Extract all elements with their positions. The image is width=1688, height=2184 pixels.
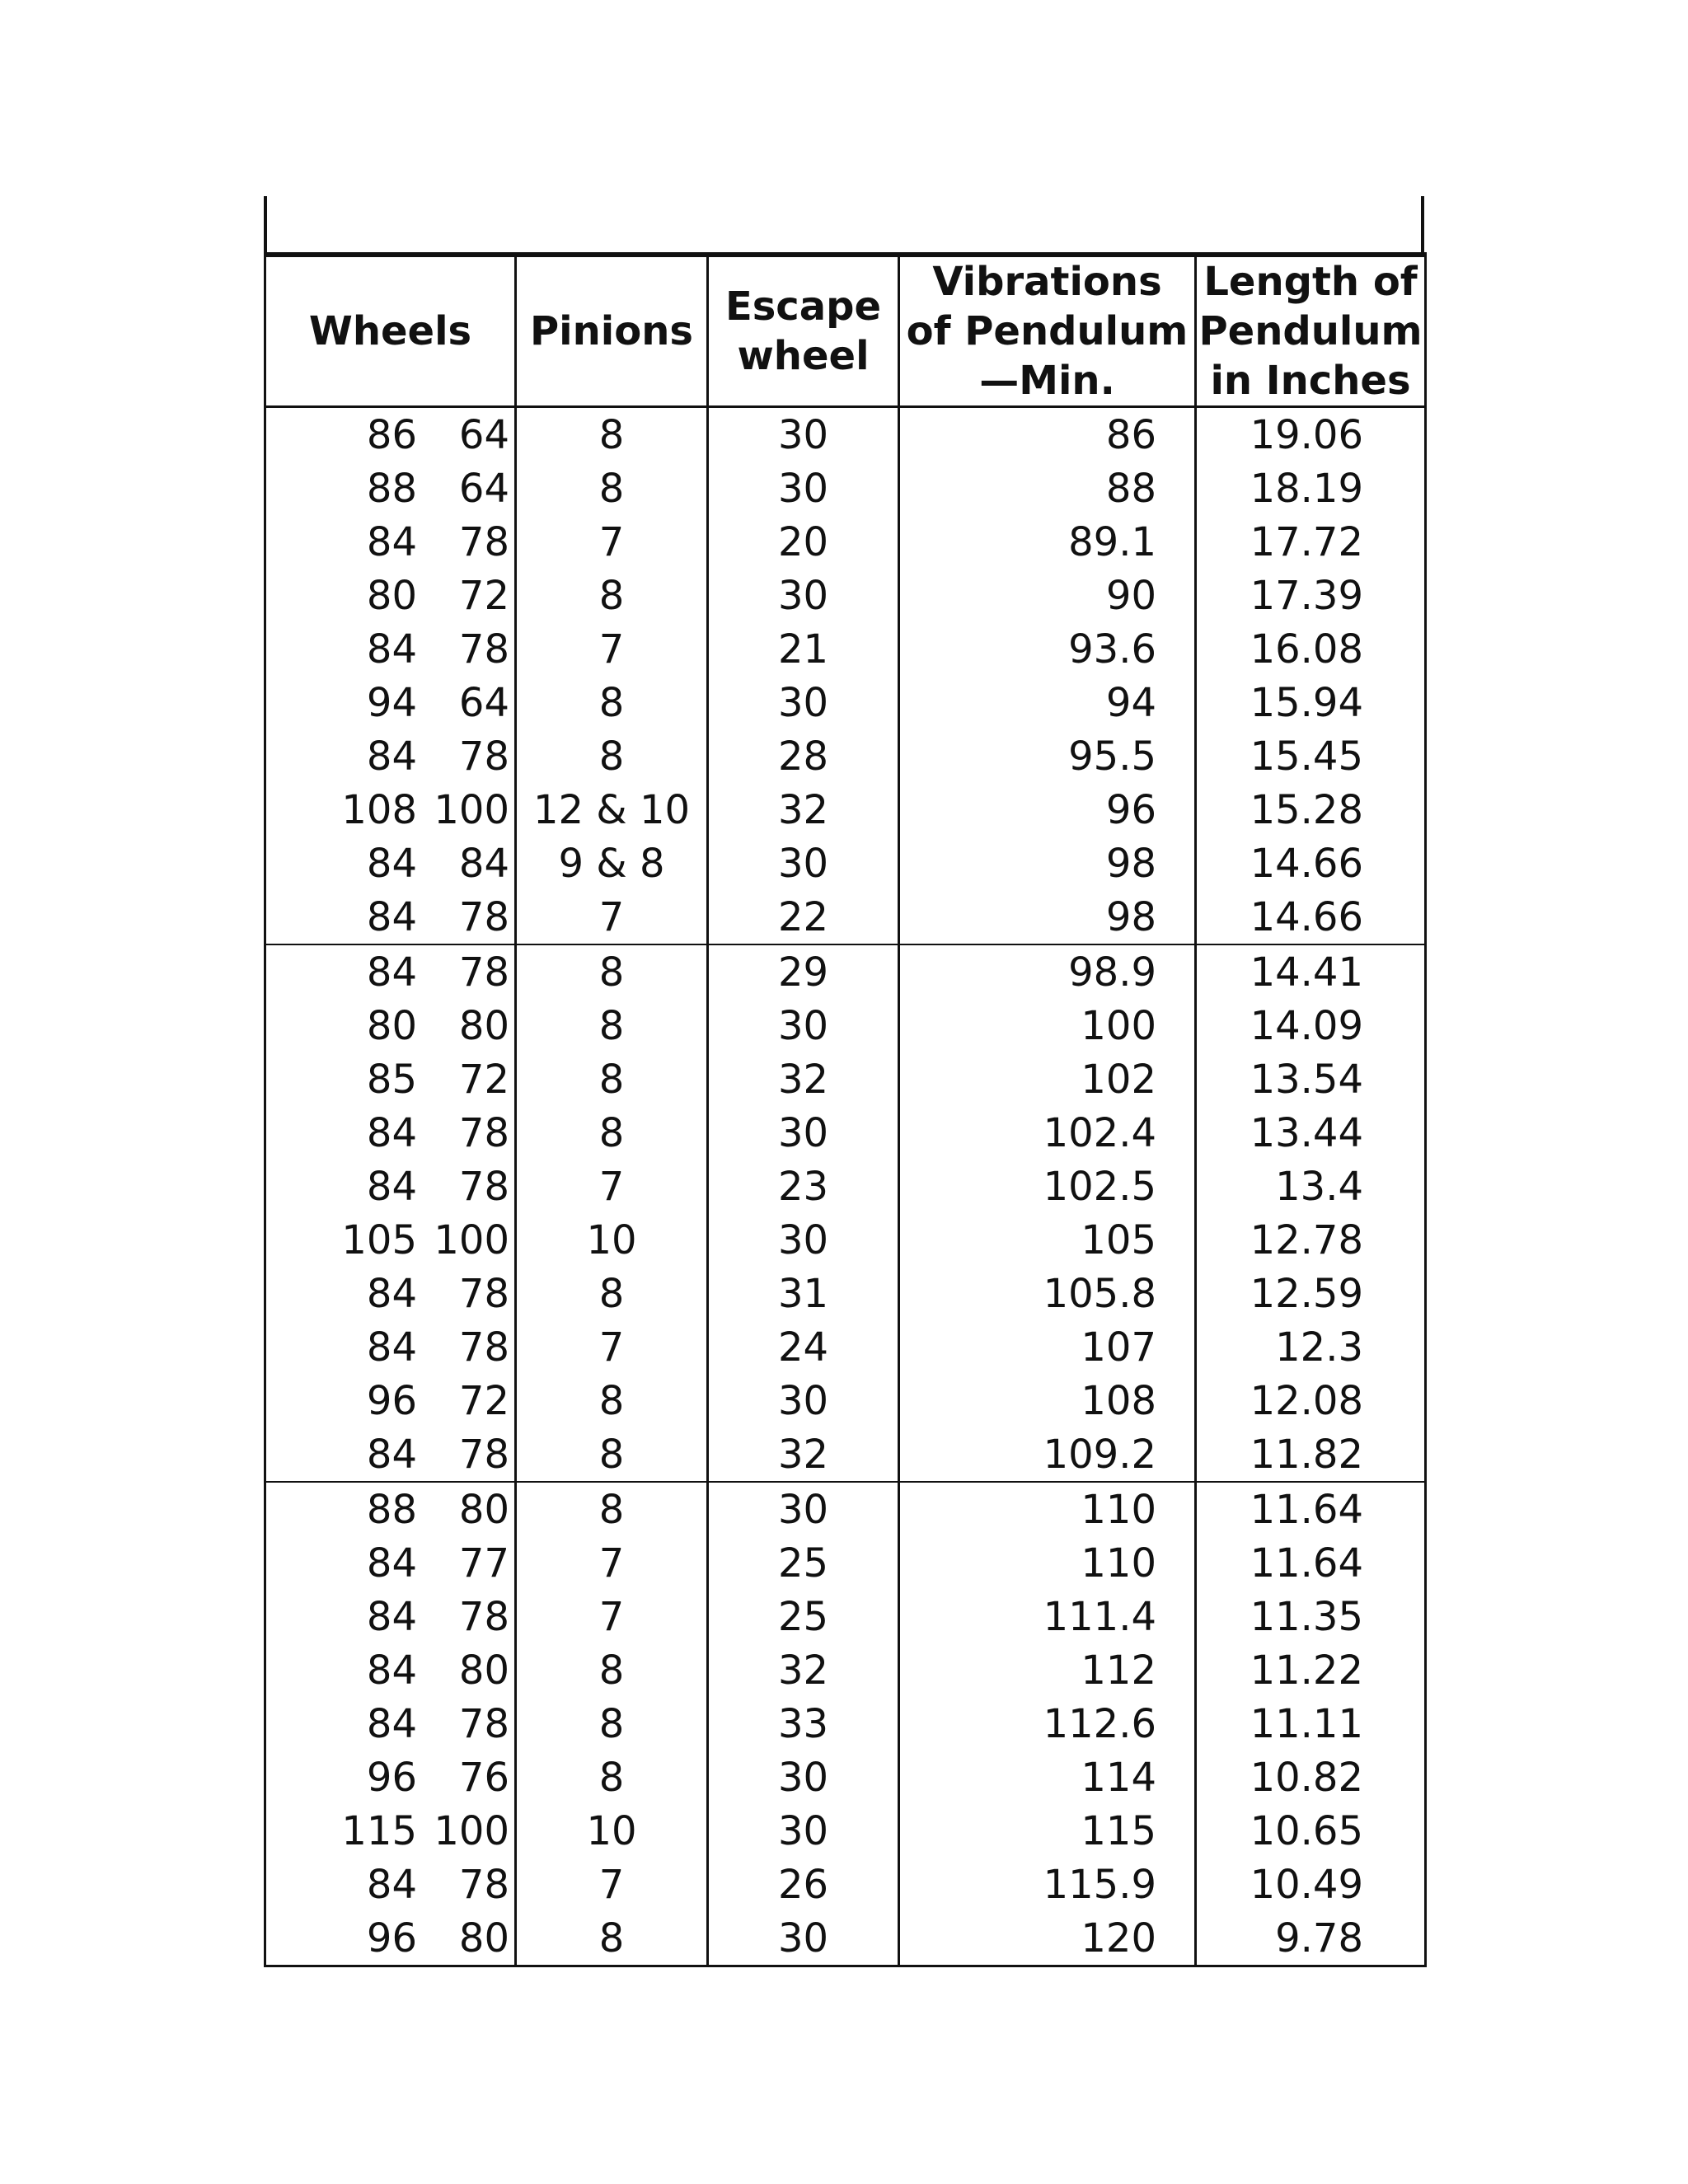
wheel-a-value: 96 xyxy=(366,1915,417,1961)
wheel-a-value: 84 xyxy=(366,949,417,996)
pinions-cell: 8 xyxy=(516,944,708,999)
wheels-cell xyxy=(265,407,516,462)
table-top-left-rule xyxy=(264,196,267,252)
table-top-right-rule xyxy=(1421,196,1424,252)
table-row xyxy=(265,1697,1426,1750)
length-cell: 11.22 xyxy=(1196,1643,1426,1697)
pinions-cell: 8 xyxy=(516,1697,708,1750)
header-length-line-1: Length of xyxy=(1203,259,1418,305)
wheel-a-value: 80 xyxy=(366,572,417,619)
wheel-b-value: 64 xyxy=(458,679,509,726)
header-vibrations-line-1: Vibrations xyxy=(932,259,1162,305)
pendulum-gear-table xyxy=(264,252,1427,1967)
wheel-a-value: 108 xyxy=(341,786,417,833)
length-cell: 15.28 xyxy=(1196,783,1426,837)
escape-wheel-cell: 30 xyxy=(708,407,899,462)
wheels-cell xyxy=(265,1804,516,1858)
pinions-cell: 8 xyxy=(516,462,708,515)
header-vibrations xyxy=(899,255,1196,407)
escape-wheel-cell: 25 xyxy=(708,1590,899,1643)
table-row xyxy=(265,1482,1426,1536)
wheel-b-value: 80 xyxy=(458,1915,509,1961)
wheels-cell xyxy=(265,783,516,837)
wheel-a-value: 84 xyxy=(366,1324,417,1371)
wheels-cell xyxy=(265,1590,516,1643)
wheel-b-value: 78 xyxy=(458,1163,509,1210)
length-cell: 10.49 xyxy=(1196,1858,1426,1911)
escape-wheel-cell: 30 xyxy=(708,1374,899,1427)
wheel-b-value: 78 xyxy=(458,1109,509,1156)
vibrations-cell: 86 xyxy=(899,407,1196,462)
table-row xyxy=(265,622,1426,676)
escape-wheel-cell: 22 xyxy=(708,890,899,944)
table-row xyxy=(265,890,1426,944)
wheel-a-value: 86 xyxy=(366,411,417,458)
length-cell: 11.11 xyxy=(1196,1697,1426,1750)
length-cell: 11.82 xyxy=(1196,1427,1426,1482)
wheel-b-value: 80 xyxy=(458,1486,509,1533)
wheel-a-value: 84 xyxy=(366,840,417,887)
table-row xyxy=(265,729,1426,783)
wheel-b-value: 78 xyxy=(458,733,509,780)
vibrations-cell: 115.9 xyxy=(899,1858,1196,1911)
table-row xyxy=(265,462,1426,515)
header-pinions-label: Pinions xyxy=(530,308,693,354)
wheels-cell xyxy=(265,1267,516,1320)
escape-wheel-cell: 30 xyxy=(708,1750,899,1804)
escape-wheel-cell: 28 xyxy=(708,729,899,783)
wheel-a-value: 84 xyxy=(366,1109,417,1156)
vibrations-cell: 107 xyxy=(899,1320,1196,1374)
wheels-cell xyxy=(265,1643,516,1697)
wheel-b-value: 78 xyxy=(458,893,509,940)
wheel-b-value: 78 xyxy=(458,626,509,673)
pinions-cell: 8 xyxy=(516,1643,708,1697)
vibrations-cell: 95.5 xyxy=(899,729,1196,783)
pinions-cell: 8 xyxy=(516,729,708,783)
length-cell: 12.78 xyxy=(1196,1213,1426,1267)
header-escape-wheel xyxy=(708,255,899,407)
pinions-cell: 7 xyxy=(516,1858,708,1911)
vibrations-cell: 100 xyxy=(899,999,1196,1052)
table-row xyxy=(265,783,1426,837)
wheel-a-value: 84 xyxy=(366,1647,417,1694)
table-row xyxy=(265,1427,1426,1482)
escape-wheel-cell: 30 xyxy=(708,1213,899,1267)
length-cell: 16.08 xyxy=(1196,622,1426,676)
vibrations-cell: 102.4 xyxy=(899,1106,1196,1160)
length-cell: 15.45 xyxy=(1196,729,1426,783)
pinions-cell: 7 xyxy=(516,515,708,569)
escape-wheel-cell: 32 xyxy=(708,783,899,837)
escape-wheel-cell: 32 xyxy=(708,1643,899,1697)
pinions-cell: 7 xyxy=(516,1160,708,1213)
pinions-cell: 8 xyxy=(516,676,708,729)
vibrations-cell: 98.9 xyxy=(899,944,1196,999)
header-length xyxy=(1196,255,1426,407)
length-cell: 15.94 xyxy=(1196,676,1426,729)
escape-wheel-cell: 33 xyxy=(708,1697,899,1750)
pinions-cell: 8 xyxy=(516,407,708,462)
vibrations-cell: 89.1 xyxy=(899,515,1196,569)
wheels-cell xyxy=(265,1911,516,1966)
pinions-cell: 8 xyxy=(516,1267,708,1320)
wheel-b-value: 100 xyxy=(434,786,509,833)
pinions-cell: 8 xyxy=(516,1427,708,1482)
wheels-cell xyxy=(265,1160,516,1213)
pinions-cell: 8 xyxy=(516,1482,708,1536)
length-cell: 14.66 xyxy=(1196,890,1426,944)
escape-wheel-cell: 30 xyxy=(708,462,899,515)
escape-wheel-cell: 26 xyxy=(708,1858,899,1911)
length-cell: 14.41 xyxy=(1196,944,1426,999)
table-row xyxy=(265,1213,1426,1267)
wheel-b-value: 64 xyxy=(458,411,509,458)
wheel-a-value: 88 xyxy=(366,1486,417,1533)
wheel-a-value: 84 xyxy=(366,733,417,780)
length-cell: 12.3 xyxy=(1196,1320,1426,1374)
table-row xyxy=(265,999,1426,1052)
length-cell: 12.59 xyxy=(1196,1267,1426,1320)
length-cell: 17.39 xyxy=(1196,569,1426,622)
wheels-cell xyxy=(265,1750,516,1804)
pinions-cell: 8 xyxy=(516,999,708,1052)
vibrations-cell: 114 xyxy=(899,1750,1196,1804)
escape-wheel-cell: 29 xyxy=(708,944,899,999)
wheel-a-value: 105 xyxy=(341,1216,417,1263)
vibrations-cell: 111.4 xyxy=(899,1590,1196,1643)
wheels-cell xyxy=(265,1482,516,1536)
wheel-b-value: 78 xyxy=(458,1700,509,1747)
pinions-cell: 7 xyxy=(516,890,708,944)
wheel-b-value: 80 xyxy=(458,1002,509,1049)
wheels-cell xyxy=(265,729,516,783)
wheels-cell xyxy=(265,1320,516,1374)
table-row xyxy=(265,1374,1426,1427)
wheels-cell xyxy=(265,890,516,944)
wheel-b-value: 64 xyxy=(458,465,509,512)
wheel-a-value: 84 xyxy=(366,1540,417,1586)
wheels-cell xyxy=(265,1427,516,1482)
escape-wheel-cell: 25 xyxy=(708,1536,899,1590)
wheel-b-value: 78 xyxy=(458,1270,509,1317)
vibrations-cell: 109.2 xyxy=(899,1427,1196,1482)
table-row xyxy=(265,676,1426,729)
pinions-cell: 8 xyxy=(516,1106,708,1160)
wheels-cell xyxy=(265,1052,516,1106)
length-cell: 14.09 xyxy=(1196,999,1426,1052)
header-wheels-label: Wheels xyxy=(308,308,472,354)
wheel-a-value: 88 xyxy=(366,465,417,512)
wheels-cell xyxy=(265,569,516,622)
table-row xyxy=(265,1911,1426,1966)
header-escape-wheel-line-2: wheel xyxy=(737,333,870,379)
header-escape-wheel-line-1: Escape xyxy=(724,284,882,330)
pinions-cell: 8 xyxy=(516,569,708,622)
length-cell: 10.65 xyxy=(1196,1804,1426,1858)
table-row xyxy=(265,837,1426,890)
pinions-cell: 7 xyxy=(516,1590,708,1643)
wheel-b-value: 78 xyxy=(458,1861,509,1908)
wheels-cell xyxy=(265,1106,516,1160)
vibrations-cell: 102.5 xyxy=(899,1160,1196,1213)
table-row xyxy=(265,407,1426,462)
wheel-b-value: 78 xyxy=(458,1593,509,1640)
wheel-a-value: 84 xyxy=(366,1700,417,1747)
length-cell: 14.66 xyxy=(1196,837,1426,890)
wheel-b-value: 72 xyxy=(458,1377,509,1424)
escape-wheel-cell: 30 xyxy=(708,676,899,729)
table-row xyxy=(265,944,1426,999)
escape-wheel-cell: 21 xyxy=(708,622,899,676)
header-length-line-3: in Inches xyxy=(1210,358,1411,404)
table-row xyxy=(265,1160,1426,1213)
wheel-b-value: 72 xyxy=(458,572,509,619)
wheels-cell xyxy=(265,999,516,1052)
pendulum-gear-table-container xyxy=(264,252,1424,1967)
length-cell: 11.35 xyxy=(1196,1590,1426,1643)
wheels-cell xyxy=(265,1536,516,1590)
length-cell: 12.08 xyxy=(1196,1374,1426,1427)
vibrations-cell: 98 xyxy=(899,890,1196,944)
wheels-cell xyxy=(265,515,516,569)
wheels-cell xyxy=(265,837,516,890)
wheel-a-value: 84 xyxy=(366,518,417,565)
wheels-cell xyxy=(265,622,516,676)
table-row xyxy=(265,1590,1426,1643)
length-cell: 10.82 xyxy=(1196,1750,1426,1804)
escape-wheel-cell: 24 xyxy=(708,1320,899,1374)
wheel-a-value: 84 xyxy=(366,1431,417,1478)
vibrations-cell: 108 xyxy=(899,1374,1196,1427)
vibrations-cell: 110 xyxy=(899,1536,1196,1590)
escape-wheel-cell: 32 xyxy=(708,1052,899,1106)
vibrations-cell: 90 xyxy=(899,569,1196,622)
table-row xyxy=(265,1267,1426,1320)
table-row xyxy=(265,1643,1426,1697)
wheel-a-value: 84 xyxy=(366,1270,417,1317)
wheel-a-value: 96 xyxy=(366,1754,417,1801)
pinions-cell: 7 xyxy=(516,1320,708,1374)
vibrations-cell: 98 xyxy=(899,837,1196,890)
vibrations-cell: 105 xyxy=(899,1213,1196,1267)
wheel-b-value: 84 xyxy=(458,840,509,887)
length-cell: 19.06 xyxy=(1196,407,1426,462)
length-cell: 11.64 xyxy=(1196,1536,1426,1590)
wheel-b-value: 78 xyxy=(458,518,509,565)
header-length-line-2: Pendulum xyxy=(1198,308,1423,354)
wheels-cell xyxy=(265,1858,516,1911)
header-vibrations-line-3: —Min. xyxy=(979,358,1115,404)
pinions-cell: 7 xyxy=(516,1536,708,1590)
wheel-b-value: 100 xyxy=(434,1216,509,1263)
wheel-b-value: 80 xyxy=(458,1647,509,1694)
escape-wheel-cell: 30 xyxy=(708,999,899,1052)
wheels-cell xyxy=(265,1213,516,1267)
wheels-cell xyxy=(265,944,516,999)
escape-wheel-cell: 30 xyxy=(708,1482,899,1536)
table-row xyxy=(265,1106,1426,1160)
escape-wheel-cell: 20 xyxy=(708,515,899,569)
vibrations-cell: 96 xyxy=(899,783,1196,837)
vibrations-cell: 110 xyxy=(899,1482,1196,1536)
header-wheels xyxy=(265,255,516,407)
pinions-cell: 10 xyxy=(516,1804,708,1858)
pinions-cell: 8 xyxy=(516,1911,708,1966)
table-row xyxy=(265,1052,1426,1106)
vibrations-cell: 94 xyxy=(899,676,1196,729)
length-cell: 17.72 xyxy=(1196,515,1426,569)
escape-wheel-cell: 30 xyxy=(708,1911,899,1966)
pinions-cell: 7 xyxy=(516,622,708,676)
vibrations-cell: 102 xyxy=(899,1052,1196,1106)
header-vibrations-line-2: of Pendulum xyxy=(906,308,1189,354)
wheel-a-value: 115 xyxy=(341,1807,417,1854)
table-row xyxy=(265,515,1426,569)
table-row xyxy=(265,1320,1426,1374)
wheels-cell xyxy=(265,676,516,729)
pinions-cell: 9 & 8 xyxy=(516,837,708,890)
wheel-b-value: 77 xyxy=(458,1540,509,1586)
vibrations-cell: 88 xyxy=(899,462,1196,515)
wheel-a-value: 84 xyxy=(366,893,417,940)
wheel-b-value: 78 xyxy=(458,949,509,996)
vibrations-cell: 112 xyxy=(899,1643,1196,1697)
escape-wheel-cell: 31 xyxy=(708,1267,899,1320)
wheel-b-value: 78 xyxy=(458,1324,509,1371)
wheel-b-value: 76 xyxy=(458,1754,509,1801)
pinions-cell: 12 & 10 xyxy=(516,783,708,837)
vibrations-cell: 120 xyxy=(899,1911,1196,1966)
table-row xyxy=(265,569,1426,622)
length-cell: 9.78 xyxy=(1196,1911,1426,1966)
length-cell: 13.4 xyxy=(1196,1160,1426,1213)
wheel-b-value: 100 xyxy=(434,1807,509,1854)
vibrations-cell: 112.6 xyxy=(899,1697,1196,1750)
length-cell: 18.19 xyxy=(1196,462,1426,515)
table-body xyxy=(265,407,1426,1966)
escape-wheel-cell: 30 xyxy=(708,1106,899,1160)
wheel-a-value: 84 xyxy=(366,1163,417,1210)
wheel-a-value: 94 xyxy=(366,679,417,726)
table-row xyxy=(265,1804,1426,1858)
length-cell: 13.54 xyxy=(1196,1052,1426,1106)
wheel-a-value: 85 xyxy=(366,1056,417,1103)
wheel-a-value: 84 xyxy=(366,626,417,673)
wheels-cell xyxy=(265,1374,516,1427)
wheel-a-value: 96 xyxy=(366,1377,417,1424)
wheel-a-value: 84 xyxy=(366,1593,417,1640)
wheel-a-value: 80 xyxy=(366,1002,417,1049)
wheel-a-value: 84 xyxy=(366,1861,417,1908)
escape-wheel-cell: 30 xyxy=(708,837,899,890)
table-row xyxy=(265,1858,1426,1911)
vibrations-cell: 115 xyxy=(899,1804,1196,1858)
pinions-cell: 8 xyxy=(516,1374,708,1427)
pinions-cell: 8 xyxy=(516,1052,708,1106)
length-cell: 13.44 xyxy=(1196,1106,1426,1160)
escape-wheel-cell: 32 xyxy=(708,1427,899,1482)
escape-wheel-cell: 30 xyxy=(708,1804,899,1858)
escape-wheel-cell: 30 xyxy=(708,569,899,622)
pinions-cell: 8 xyxy=(516,1750,708,1804)
wheel-b-value: 72 xyxy=(458,1056,509,1103)
vibrations-cell: 105.8 xyxy=(899,1267,1196,1320)
table-row xyxy=(265,1750,1426,1804)
length-cell: 11.64 xyxy=(1196,1482,1426,1536)
table-row xyxy=(265,1536,1426,1590)
pinions-cell: 10 xyxy=(516,1213,708,1267)
wheels-cell xyxy=(265,1697,516,1750)
wheels-cell xyxy=(265,462,516,515)
vibrations-cell: 93.6 xyxy=(899,622,1196,676)
escape-wheel-cell: 23 xyxy=(708,1160,899,1213)
header-row xyxy=(265,255,1426,407)
header-pinions xyxy=(516,255,708,407)
wheel-b-value: 78 xyxy=(458,1431,509,1478)
